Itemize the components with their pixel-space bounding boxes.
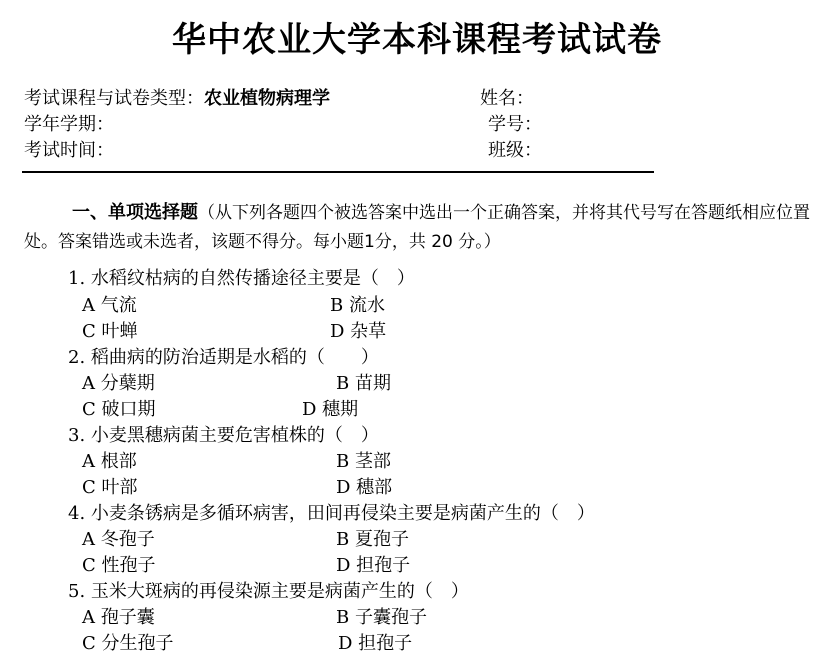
question-1-stem: 1. 水稻纹枯病的自然传播途径主要是（ ） [68,268,415,289]
question-4-option-b: B 夏孢子 [336,529,409,550]
question-4-option-c: C 性孢子 [82,555,156,576]
term-label: 学年学期： [24,114,114,135]
question-1-option-d: D 杂草 [330,321,387,342]
course-label: 考试课程与试卷类型： [24,88,204,109]
question-3-stem: 3. 小麦黑穗病菌主要危害植株的（ ） [68,425,379,446]
question-5-option-a: A 孢子囊 [82,607,155,628]
exam-title: 华中农业大学本科课程考试试卷 [172,20,662,60]
header-divider [22,171,654,173]
question-4-option-d: D 担孢子 [336,555,411,576]
question-5-option-b: B 子囊孢子 [336,607,427,628]
question-1-option-a: A 气流 [82,295,137,316]
course-row [24,84,330,110]
question-4-option-a: A 冬孢子 [82,529,155,550]
course-value: 农业植物病理学 [204,88,330,109]
question-4-stem: 4. 小麦条锈病是多循环病害，田间再侵染主要是病菌产生的（ ） [68,503,595,524]
section-instruction-text: （从下列各题四个被选答案中选出一个正确答案，并将其代号写在答题纸相应位置处。答案错选或未选者，该题不得分。每小题1分，共 20 分。） [24,203,810,252]
class-label: 班级： [488,140,542,161]
question-2-option-b: B 苗期 [336,373,391,394]
question-3-option-a: A 根部 [82,451,137,472]
section-instructions [24,198,828,257]
section-heading: 一、单项选择题 [72,202,198,223]
question-1-option-c: C 叶蝉 [82,321,138,342]
question-3-option-c: C 叶部 [82,477,138,498]
question-2-option-c: C 破口期 [82,399,156,420]
question-2-option-a: A 分蘖期 [82,373,155,394]
question-2-option-d: D 穗期 [302,399,359,420]
name-label: 姓名： [480,88,534,109]
time-label: 考试时间： [24,140,114,161]
question-1-option-b: B 流水 [330,295,385,316]
question-5-stem: 5. 玉米大斑病的再侵染源主要是病菌产生的（ ） [68,581,469,602]
question-2-stem: 2. 稻曲病的防治适期是水稻的（ ） [68,347,379,368]
question-3-option-d: D 穗部 [336,477,393,498]
question-5-option-d: D 担孢子 [338,633,413,654]
question-5-option-c: C 分生孢子 [82,633,174,654]
question-3-option-b: B 茎部 [336,451,391,472]
student-id-label: 学号： [488,114,542,135]
